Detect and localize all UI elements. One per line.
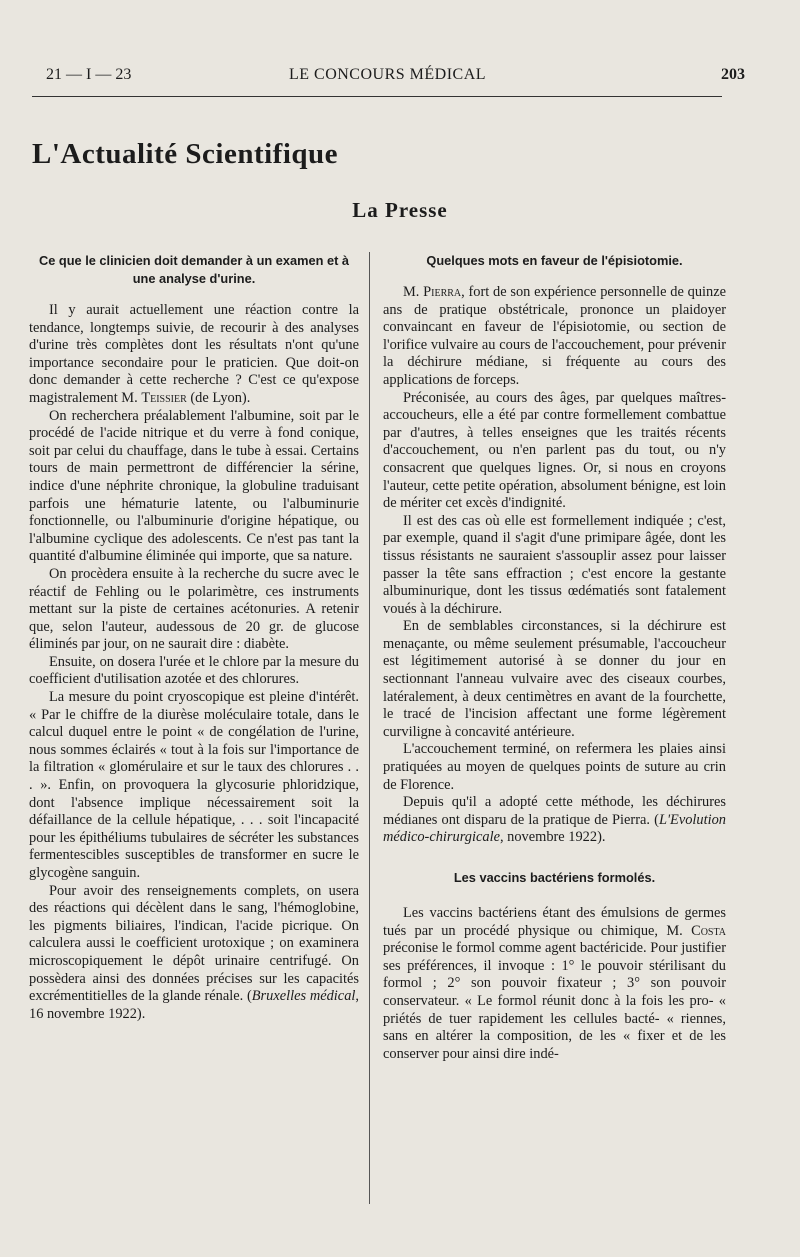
source-citation: Bruxelles médical: [251, 988, 356, 1005]
article-title-episiotomie: Quelques mots en faveur de l'épisiotomie.: [426, 253, 683, 268]
column-divider: [369, 252, 370, 1204]
article-paragraph: Préconisée, au cours des âges, par quelques maîtres-accoucheurs, elle a été par contre formellement combattue par d'autres, à telles enseignes que les traités récents d'accouchement, ou n'en parlent pas du tout, ou n'y consacrent que quelques lignes. Or, si nous en croyons l'auteur, cette petite opération, absolument bénigne, est loin de mériter cet excès d'indignité.: [383, 389, 726, 512]
article-paragraph: Ensuite, on dosera l'urée et le chlore par la mesure du coefficient d'utilisation azotée et des chlorures.: [29, 653, 359, 688]
article-paragraph: M. Pierra, fort de son expérience personnelle de quinze ans de pratique obstétricale, prononce un plaidoyer convaincant en faveur de l'épisiotomie, ou section de l'orifice vulvaire au cours de l'accouchement, pour prévenir la déchirure médiane, si fréquente au cours des applications de forceps.: [383, 284, 726, 388]
article-title-urine: Ce que le clinicien doit demander à un examen et à une analyse d'urine.: [38, 253, 350, 286]
article-paragraph: Les vaccins bactériens étant des émulsions de germes tués par un procédé physique ou chimique, M. Costa préconise le formol comme agent bactéricide. Pour justifier ses préférences, il invoque : 1° le pouvoir stérilisant du formol ; 2° son pouvoir fixateur ; 3° son pouvoir conservateur. « Le formol réunit donc à la fois les pro- « priétés de tuer rapidement les cellules bacté- « riennes, sans en altérer la composition, de les « fixer et de les conserver pour ainsi dire indé-: [383, 905, 727, 1062]
header-rule: [32, 96, 722, 97]
right-column: [383, 250, 726, 1063]
article-paragraph: Pour avoir des renseignements complets, on usera des réactions qui décèlent dans le sang, l'hémoglobine, les pigments biliaires, l'indican, l'acide picrique. On calculera aussi le coefficient urotoxique ; on examinera microscopiquement le dépôt urinaire centrifugé. On possèdera ainsi des données précises sur les capacités excrémentitielles de la glande rénale. (Bruxelles médical, 16 novembre 1922).: [29, 882, 359, 1022]
source-citation: L'Evolution médico-chirurgicale: [383, 811, 726, 846]
author-name: M. Pierra: [403, 284, 462, 300]
article-paragraph: L'accouchement terminé, on refermera les plaies ainsi pratiquées au moyen de quelques points de suture au crin de Florence.: [383, 741, 726, 793]
article-paragraph: On procèdera ensuite à la recherche du sucre avec le réactif de Fehling ou le polarimètre, ces instruments mettant sur la piste de certaines acétonuries. A retenir que, selon l'auteur, audessous de 20 gr. de glucose éliminés par jour, on ne saurait dire : diabète.: [29, 565, 359, 653]
article-paragraph: Il y aurait actuellement une réaction contre la tendance, longtemps suivie, de recourir à des analyses d'urine très complètes dont les résultats n'ont qu'une importance secondaire pour le praticien. Que doit-on donc demander à cette recherche ? C'est ce qu'expose magistralement M. Teissier (de Lyon).: [29, 302, 359, 406]
article-paragraph: Depuis qu'il a adopté cette méthode, les déchirures médianes ont disparu de la pratique de Pierra. (L'Evolution médico-chirurgicale, novembre 1922).: [383, 794, 726, 846]
author-name: Teissier: [141, 389, 187, 406]
issue-date: 21 — I — 23: [46, 66, 132, 83]
article-paragraph: La mesure du point cryoscopique est pleine d'intérêt. « Par le chiffre de la diurèse moléculaire totale, dans le calcul duquel entre le point « de congélation de l'urine, nous sommes éclairés « tout à la fois sur l'importance de la filtration « glomérulaire et sur le taux des chlorures . . . ». Enfin, on provoquera la glycosurie phloridzique, dont l'absence implique nécessairement soit la défaillance de la cellule hépatique, . . . soit l'incapacité pour les épithéliums tubulaires de sécréter les substances fermentescibles susceptibles de transformer en sucre le glycogène sanguin.: [29, 689, 359, 881]
article-title-vaccins: Les vaccins bactériens formolés.: [453, 870, 656, 885]
running-header: [30, 66, 745, 90]
author-name: M. Costa: [666, 922, 727, 939]
article-paragraph: En de semblables circonstances, si la déchirure est menaçante, ou même seulement présumable, l'accoucheur est légitimement autorisé à se donner du jour en sectionnant l'anneau vulvaire avec des ciseaux courbes, latéralement, à deux centimètres en avant de la fourchette, le tracé de l'incision affectant une forme légèrement curviligne à concavité antérieure.: [383, 618, 726, 740]
left-column: [29, 250, 359, 1023]
page-number: 203: [721, 66, 745, 83]
article-paragraph: On recherchera préalablement l'albumine, soit par le procédé de l'acide nitrique et du verre à fond conique, soit par celui du chauffage, dans le tube à essai. Certains tours de main permettront de différencier la sérine, indice d'une néphrite chronique, la globuline traduisant parfois une hématurie latente, ou l'albuminurie fonctionnelle, ou l'albuminurie d'origine hépatique, ou l'albumine cyclique des adolescents. Ce n'est pas tant la quantité d'albumine éliminée qui importe, que sa nature.: [29, 407, 359, 565]
journal-title: LE CONCOURS MÉDICAL: [288, 66, 487, 83]
subsection-title: La Presse: [352, 198, 448, 222]
article-paragraph: Il est des cas où elle est formellement indiquée ; c'est, par exemple, quand il s'agit d'une primipare âgée, dont les tissus résistants ne sauraient s'assouplir assez pour laisser passer la tête sans effraction ; c'est encore la gestante albuminurique, dont les tissus œdématiés sont fatalement voués à la déchirure.: [383, 512, 726, 617]
section-title: L'Actualité Scientifique: [32, 138, 339, 170]
